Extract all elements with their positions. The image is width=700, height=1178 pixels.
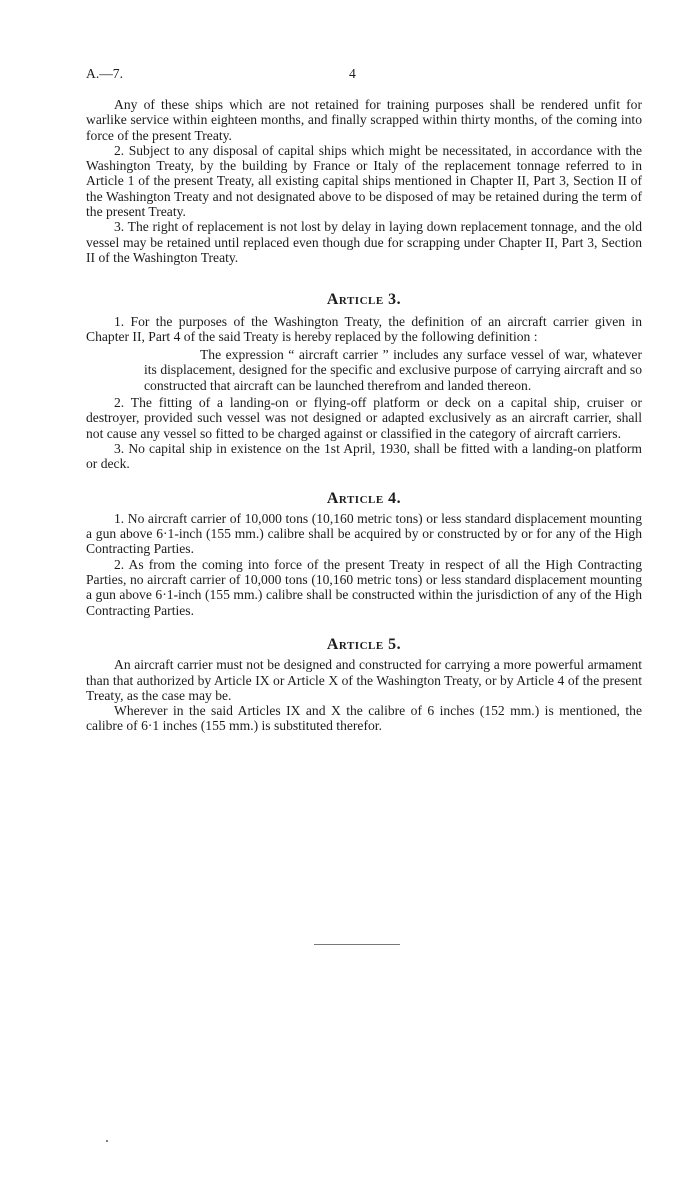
- page-header: [86, 66, 642, 84]
- article-5-paragraph-2: Wherever in the said Articles IX and X the calibre of 6 inches (152 mm.) is mentioned, the calibre of 6·1 inches (155 mm.) is substituted therefor.: [86, 703, 642, 734]
- article-3-heading: Article 3.: [326, 291, 402, 309]
- document-reference: A.—7.: [86, 66, 124, 81]
- paragraph-capital-ships-disposal: 2. Subject to any disposal of capital ships which might be necessitated, in accordance with the Washington Treaty, by the building by France or Italy of the replacement tonnage referred to in Article 1 of the present Treaty, all existing capital ships mentioned in Chapter II, Part 3, Section II of the Washington Treaty and not designated above to be disposed of may be retained during the term of the present Treaty.: [86, 142, 642, 220]
- paragraph-replacement-right: 3. The right of replacement is not lost by delay in laying down replacement tonnage, and the old vessel may be retained until replaced even though due for scrapping under Chapter II, Part 3, Section II of the Washington Treaty.: [86, 219, 642, 265]
- article-3-paragraph-1: 1. For the purposes of the Washington Treaty, the definition of an aircraft carrier given in Chapter II, Part 4 of the said Treaty is hereby replaced by the following definition :: [86, 313, 642, 344]
- article-4-heading: Article 4.: [326, 489, 402, 507]
- aircraft-carrier-definition-quote: The expression “ aircraft carrier ” includes any surface vessel of war, whatever its displacement, designed for the specific and exclusive purpose of carrying aircraft and so constructed that aircraft can be launched therefrom and landed thereon.: [144, 347, 642, 393]
- scan-speck: [106, 1140, 108, 1142]
- article-4-paragraph-2: 2. As from the coming into force of the present Treaty in respect of all the High Contracting Parties, no aircraft carrier of 10,000 tons (10,160 metric tons) or less standard displacement mounting a gun above 6·1-inch (155 mm.) calibre shall be constructed within the jurisdiction of any of the High Contracting Parties.: [86, 556, 642, 618]
- section-end-rule: [314, 944, 400, 945]
- article-3-paragraph-3: 3. No capital ship in existence on the 1st April, 1930, shall be fitted with a landing-on platform or deck.: [86, 440, 642, 472]
- article-3-paragraph-2: 2. The fitting of a landing-on or flying-off platform or deck on a capital ship, cruiser or destroyer, provided such vessel was not designed or adapted exclusively as an aircraft carrier, shall not cause any vessel so fitted to be charged against or classified in the category of aircraft carriers.: [86, 395, 642, 441]
- article-4-paragraph-1: 1. No aircraft carrier of 10,000 tons (10,160 metric tons) or less standard displacement mounting a gun above 6·1-inch (155 mm.) calibre shall be acquired by or constructed by or for any of the High Contracting Parties.: [86, 510, 642, 557]
- article-5-paragraph-1: An aircraft carrier must not be designed and constructed for carrying a more powerful armament than that authorized by Article IX or Article X of the Washington Treaty, or by Article 4 of the present Treaty, as the case may be.: [86, 657, 642, 703]
- page-number: 4: [349, 66, 356, 81]
- paragraph-scrapping: Any of these ships which are not retained for training purposes shall be rendered unfit for warlike service within eighteen months, and finally scrapped within thirty months, of the coming into force of the present Treaty.: [86, 97, 642, 143]
- document-body: [86, 97, 642, 734]
- article-5-heading: Article 5.: [326, 635, 402, 653]
